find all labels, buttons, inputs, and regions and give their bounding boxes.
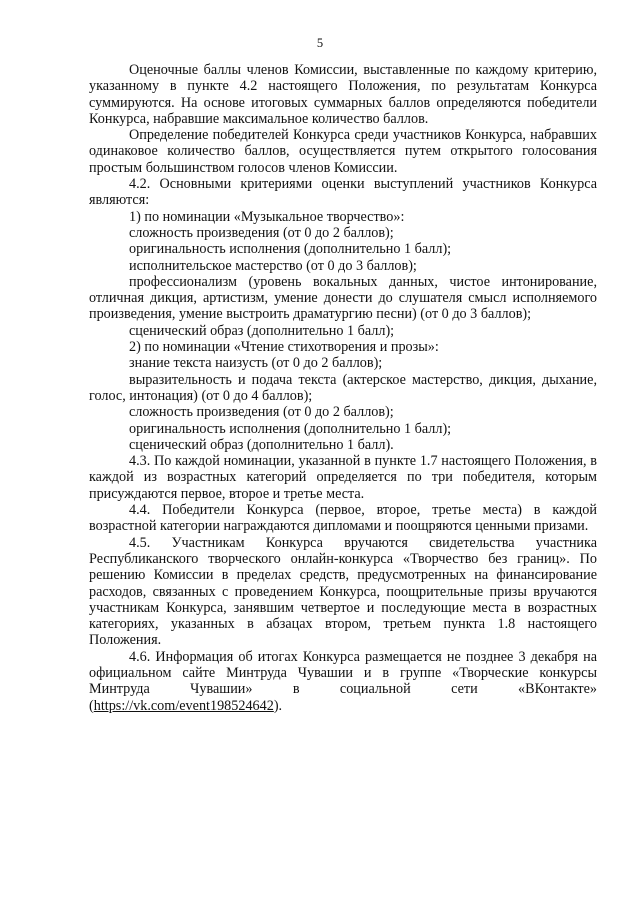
criterion-reading-expressiveness: выразительность и подача текста (актерское мастерство, дикция, дыхание, голос, интонация) (от 0 до 4 баллов); [89,371,597,404]
vk-event-link[interactable]: https://vk.com/event198524642 [93,697,274,714]
paragraph-participant-certificates: 4.5. Участникам Конкурса вручаются свидетельства участника Республиканского творческого онлайн-конкурса «Творчество без границ». По решению Комиссии в пределах средств, предусмотренных на финансирование расходов, связанных с проведением Конкурса, поощрительные призы вручаются участникам Конкурса, занявшим четвертое и последующие места в возрастных категориях, указанных в абзацах втором, третьем пункта 1.8 настоящего Положения. [89,534,597,649]
criterion-music-complexity: сложность произведения (от 0 до 2 баллов); [129,224,394,241]
criterion-music-professionalism: профессионализм (уровень вокальных данных, чистое интонирование, отличная дикция, артистизм, умение донести до слушателя смысл исполняемого произведения, умение выстроить драматургию песни) (от 0 до 3 баллов); [89,273,597,323]
results-publication-text: 4.6. Информация об итогах Конкурса размещается не позднее 3 декабря на официальном сайте Минтруда Чувашии и в группе «Творческие конкурсы Минтруда Чувашии» в социальной сети «ВКонтакте» [89,648,597,698]
paragraph-criteria-heading: 4.2. Основными критериями оценки выступлений участников Конкурса являются: [89,176,597,209]
paragraph-tie-vote: Определение победителей Конкурса среди участников Конкурса, набравших одинаковое количество баллов, осуществляется путем открытого голосования простым большинством голосов членов Комиссии. [89,127,597,176]
page-number: 5 [316,36,324,50]
link-close-paren: ). [273,697,283,714]
document-body [89,62,597,714]
criterion-reading-complexity: сложность произведения (от 0 до 2 баллов); [129,404,394,421]
criterion-music-stage-image: сценический образ (дополнительно 1 балл); [129,322,395,339]
criterion-music-originality: оригинальность исполнения (дополнительно 1 балл); [129,241,452,258]
criterion-reading-memorization: знание текста наизусть (от 0 до 2 баллов); [129,355,383,372]
link-open-paren: ( [89,697,94,714]
paragraph-music-nomination: 1) по номинации «Музыкальное творчество»: [129,208,405,225]
paragraph-awards: 4.4. Победители Конкурса (первое, второе, третье места) в каждой возрастной категории награждаются дипломами и поощряются ценными призами. [89,502,597,535]
paragraph-results-publication [89,649,597,714]
criterion-reading-stage-image: сценический образ (дополнительно 1 балл). [129,436,394,453]
paragraph-winners-per-category: 4.3. По каждой номинации, указанной в пункте 1.7 настоящего Положения, в каждой из возрастных категорий определяется по три победителя, которым присуждаются первое, второе и третье места. [89,453,597,502]
criterion-reading-originality: оригинальность исполнения (дополнительно 1 балл); [129,420,452,437]
criterion-music-mastery: исполнительское мастерство (от 0 до 3 баллов); [129,257,417,274]
paragraph-reading-nomination: 2) по номинации «Чтение стихотворения и прозы»: [129,339,439,356]
paragraph-scores-summary: Оценочные баллы членов Комиссии, выставленные по каждому критерию, указанному в пункте 4.2 настоящего Положения, по результатам Конкурса суммируются. На основе итоговых суммарных баллов определяются победители Конкурса, набравшие максимальное количество баллов. [89,62,597,127]
